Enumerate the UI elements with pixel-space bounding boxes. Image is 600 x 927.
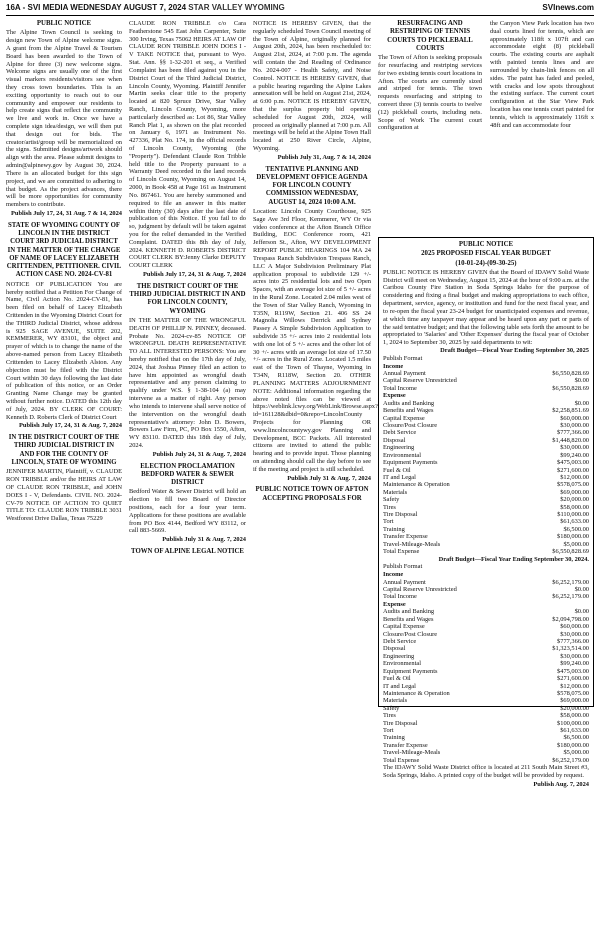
budget-row [383,601,589,608]
budget-row [383,668,589,675]
budget-line-amount: $578,075.00 [557,481,589,489]
budget-line-label: Total Expense [383,548,420,556]
notice-block [129,20,246,279]
budget-line-label: Tort [383,727,394,735]
budget-line-label: Total Expense [383,756,420,764]
notice-block [129,283,246,459]
notice-block [253,20,371,162]
budget-line-label: Training [383,525,405,533]
column-4 [378,20,594,923]
budget-line-amount: $61,633.00 [560,727,589,735]
budget-line-amount: $1,448,820.00 [552,436,589,444]
budget-line-amount: $6,500.00 [563,525,589,533]
budget-line-amount: $6,252,179.00 [552,578,589,586]
budget-line-amount: $110,000.00 [557,511,589,519]
budget-row [383,586,589,593]
budget-line-label: Disposal [383,645,406,653]
budget-row [383,705,589,712]
notice-text: Bedford Water & Sewer District will hold an election to fill two Board of Director positions, each for a four year term. Applications for these positions are available from PO Box 4144, Bedford WY 83112, or call 883-5669. [129,488,246,535]
publish-dates: Publish July 17, 24, 31 & Aug. 7, 2024 [143,271,246,278]
notice-title: STATE OF WYOMING COUNTY OF LINCOLN IN THE DISTRICT COURT 3RD JUDICIAL DISTRICT IN THE MATTER OF THE CHANGE OF NAME OF LACEY ELIZABETH CRITTENDEN, PETITIONER. CIVIL ACTION CASE NO. 2024-CV-81 [6,221,122,279]
budget-line-label: Closure/Post Closure [383,421,438,429]
budget-row [383,407,589,414]
budget-table-2025 [383,363,589,556]
tennis-notice-right [490,20,594,232]
budget-row [383,727,589,734]
budget-row [383,757,589,764]
budget-row [383,616,589,623]
budget-line-amount: $475,003.00 [557,667,589,675]
budget-line-label: Income [383,571,404,579]
budget-row [383,683,589,690]
budget-line-label: Audits and Banking [383,608,435,616]
budget-row [383,712,589,719]
budget-line-amount: $6,500.00 [563,734,589,742]
budget-row [383,579,589,586]
budget-line-label: Annual Payment [383,578,426,586]
budget-row [383,467,589,474]
budget-row [383,504,589,511]
budget-line-label: IT and Legal [383,682,416,690]
budget-line-label: Engineering [383,444,415,452]
budget-line-amount: $61,633.00 [560,518,589,526]
budget-line-label: Tire Disposal [383,719,418,727]
budget-line-label: Debt Service [383,429,417,437]
publish-dates: Publish July 31, Aug. 7 & 14, 2024 [277,153,371,161]
budget-notice-box [378,237,594,788]
budget-line-amount: $0.00 [574,399,589,407]
budget-line-label: Benefits and Wages [383,615,434,623]
publish-dates: Publish July 31 & Aug. 7, 2024 [287,474,371,482]
budget-title: PUBLIC NOTICE [458,241,514,248]
budget-period: (10-01-24)-(09-30-25) [455,259,517,267]
notice-title: RESURFACING AND RESTRIPING OF TENNIS COURTS TO PICKLEBALL COURTS [387,20,473,52]
budget-row [383,675,589,682]
budget-intro: PUBLIC NOTICE IS HEREBY GIVEN that the Board of IDAWY Solid Waste District will meet on Wednesday, August 15, 2024 at the hour of 9:00 a.m. at the Caribou County Fire Station in Soda Springs Idaho for the purpose of considering and fixing a final budget and making appropriations to each office, department, service, agency, or institution and fund for the next fiscal year, and to re-open the fiscal year 23-24 budget for unanticipated expenses and revenue, at which time any taxpayer may appear and be heard upon any part or parts of the said tentative budget; and that the following table sets forth the amount to be appropriated to 'Salaries' and 'Other Expenses' during the fiscal year of October 1, 2024 to September 30, 2025 by said departments to wit: [383,268,589,347]
budget-line-label: Benefits and Wages [383,407,434,415]
budget-row [383,459,589,466]
budget-line-amount: $58,000.00 [560,503,589,511]
notice-text: NOTICE OF PUBLICATION You are hereby notified that a Petition For Change of Name, Civil Action No. 2024-CV-81, has been filed on behalf of Lacey Elizabeth Crittenden in the Wyoming District Court for the THIRD Judicial District, whose address is 925 SAGE AVENUE, SUITE 202, KEMMERER, WY 83101, the object and prayer of which is to change the name of the above-named person from Lacey Elizabeth Crittenden to Lacey Elizabeth Alston. Any objection must be filed with the District Court within 30 days following the last date of publication of this notice, or an Order Granting Name Change may be granted without further notice. DATED this 12th day of July, 2024. BY CLERK OF COURT: Kenneth D. Roberts Clerk of District Court [6,280,122,421]
budget-row [383,422,589,429]
notice-text: JENNIFER MARTIN, Plaintiff, v. CLAUDE RON TRIBBLE and/or the HEIRS AT LAW OF CLAUDE RON TRIBBLE, and JOHN DOES I - V, Defendants. CIVIL NO. 2024-CV-79 NOTICE OF ACTION TO QUIET TITLE TO: CLAUDE RON TRIBBLE 3031 Westforest Drive Dallas, Texas 75229 [6,468,122,523]
column-1 [6,20,122,923]
budget-line-amount: $5,000.00 [563,540,589,548]
budget-row [383,660,589,667]
budget-line-label: Closure/Post Closure [383,630,438,638]
budget-line-amount: $5,000.00 [563,749,589,757]
budget-line-label: Tort [383,518,394,526]
budget-line-amount: $2,258,851.69 [552,407,589,415]
budget-line-label: Transfer Expense [383,741,428,749]
budget-row [383,363,589,370]
budget-row [383,734,589,741]
budget-line-label: Disposal [383,436,406,444]
budget-line-label: Maintenance & Operation [383,689,450,697]
budget-line-amount: $6,550,828.69 [552,384,589,392]
notice-text: CLAUDE RON TRIBBLE c/o Cara Featherstone 545 East John Carpenter, Suite 300 Irving, Texas 75062 HEIRS AT LAW OF CLAUDE RON TRIBBLE JOHN DOES I - V TAKE NOTICE that, pursuant to Wyo. Stat. Ann. §§ 1-32-201 et seq., a Verified Complaint has been filed against you in the District Court of the Third Judicial District, Lincoln County, Wyoming. Plaintiff Jennifer Martin seeks clear title to the property located at 820 Spruce Drive, Star Valley Ranch, Lincoln County, Wyoming, more particularly described as: Lot 86, Star Valley Ranch Plat 1, as shown on the plat recorded on January 6, 1971 as Instrument No. 427336, Plat No. 174, in the official records of Lincoln County, Wyoming (the "Property"). Defendant Claude Ron Tribble held title to the Property pursuant to a Warranty Deed recorded in the land records of Lincoln County, Wyoming on August 14, 2000, in Book 458 at Page 161 as Instrument No. 867461. You are hereby summoned and required to file an answer in this matter within thirty (30) days after the last date of publication of this Notice. If you fail to do so, judgment by default will be taken against you for the relief demanded in the Verified Complaint. DATED this 8th day of July, 2024. KENNETH D. ROBERTS DISTRICT COURT CLERK BY:Jenny Clarke DEPUTY COURT CLERK [129,20,246,270]
budget-line-label: Audits and Banking [383,399,435,407]
budget-row [383,429,589,436]
budget-row [383,749,589,756]
budget-line-label: Environmental [383,451,421,459]
budget-line-amount: $99,240.00 [560,451,589,459]
budget-line-amount: $578,075.00 [557,689,589,697]
budget-line-label: Tire Disposal [383,511,418,519]
budget-row [383,593,589,600]
publish-dates: Publish July 17, 24, 31 & Aug. 7, 2024 [19,422,122,430]
header-site-link[interactable]: SVInews.com [542,3,594,12]
budget-row [383,437,589,444]
budget-line-amount: $6,550,828.69 [552,548,589,556]
publish-dates: Publish July 17, 24, 31 Aug. 7 & 14, 2024 [11,209,122,217]
header-section: STAR VALLEY WYOMING [186,3,285,12]
notice-text: NOTICE IS HEREBY GIVEN, that the regularly scheduled Town Council meeting of the Town of Alpine, originally planned for August 20th, 2024, has been rescheduled to: August 21st, 2024, at 7:00 p.m. The agenda will contain the 2nd Reading of Ordinance No. 2024-007 - Health Safety, and Noise Control. NOTICE IS HEREBY GIVEN, that a public hearing regarding the Alpine Lakes annexation will be held on August 21st, 2024, at 6:00 p.m. NOTICE IS HEREBY GIVEN, that the surplus property bid opening scheduled for August 20th, 2024, will proceed as originally planned at 7:00 p.m. All meetings will be held at the Alpine Town Hall located at 250 River Circle, Alpine, Wyoming. [253,20,371,152]
budget-line-label: Income [383,362,404,370]
notice-text: The Alpine Town Council is seeking to design new Town of Alpine welcome signs. A grant from the Alpine Travel & Tourism Board has been awarded to the Town of Alpine for three (3) new welcome signs. Welcome signs are usually one of the first visual markers residents/visitors see when they cross town boundaries. This is an exciting opportunity to reach out to our community and empower our residents to help create signs that reflect the community we live and work in. Once we have a complete sign idea/design, we will then put that design out for bids. The creator/artist/group will be memorialized on the signs. Submitted designs/artwork should align with the area. Please submit designs to admin@alpinewy.gov by August 30, 2024. There is an allocated budget for this sign project, and we are committed to adhering to that budget. As the project advances, there will be more opportunities for community members to contribute. [6,29,122,209]
publish-dates: Publish July 31 & Aug. 7, 2024 [162,536,246,544]
budget-line-label: Tires [383,503,396,511]
budget-line-label: Materials [383,488,408,496]
budget-line-label: Maintenance & Operation [383,481,450,489]
budget-format-label: Publish Format [383,563,423,571]
budget-line-label: Fuel & Oil [383,675,411,683]
budget-line-amount: $271,600.00 [557,466,589,474]
notice-text: Location: Lincoln County Courthouse, 925 Sage Ave 3rd Floor, Kemmerer, WY Or via video conference at the Afton Branch Office Building, EOC Conference room, 421 Jefferson St., Afton, WY DEVELOPMENT REPORT PUBLIC HEARINGS 104 MA 24 Trespass Ranch Subdivision Trespass Ranch, LLC A Major Subdivision Preliminary Plat application proposal to subdivide 129 +/- acres into 25 residential lots and two Open Spaces, with an average lot size of 5 +/- acres in the Rural Zone. Located 2.04 miles west of the Town of Star Valley Ranch, Wyoming in T35N, R119W, Section 21. 406 SS 24 Magnolia Willows Derrick and Sydney Passey A Simple Subdivision Application to subdivide 35 +/- acres into 2 residential lots with one lot of 5 +/- acres and the other lot of 30 +/- acres with an average lot size of 17.50 +/- acres in the Rural Zone. Located 1.5 miles east of the Town of Thayne, Wyoming in T34N, R118W, Section 20. OTHER PLANNING MATTERS ADJOURNMENT NOTE: Additional information regarding the above noted files can be viewed at https://weblink.lcwy.org/WebLink/Browse.aspx?id=161128&dbid=0&repo=LincolnCounty Projects for Planning OR www.lincolncountywy.gov Planning and Development, BCC Packets. All interested citizens are invited to attend the public hearing and to provide input. Those planning on attending should call the day before to see if the meeting and project is still scheduled. [253,208,378,473]
budget-line-label: Equipment Payments [383,459,438,467]
budget-line-amount: $0.00 [574,608,589,616]
budget-section-heading: Draft Budget—Fiscal Year Ending September 30, 2025 [440,346,589,354]
budget-row [383,481,589,488]
budget-row [383,653,589,660]
budget-closing-note: The IDAWY Solid Waste District office is located at 211 South Main Street #3, Soda Springs, Idaho. A printed copy of the budget will be provided by request. [383,764,589,779]
notice-title: TENTATIVE PLANNING AND DEVELOPMENT OFFICE AGENDA FOR LINCOLN COUNTY COMMISSION WEDNESDAY, AUGUST 14, 2024 10:00 A.M. [256,165,368,206]
budget-format-label: Publish Format [383,354,423,362]
budget-subtitle: 2025 PROPOSED FISCAL YEAR BUDGET [421,250,551,258]
budget-line-label: Capital Reserve Unrestricted [383,377,457,385]
notice-title: THE DISTRICT COURT OF THE THIRD JUDICIAL DISTRICT IN AND FOR LINCOLN COUNTY, WYOMING [129,282,246,315]
budget-row [383,452,589,459]
budget-row [383,631,589,638]
budget-line-label: Travel-Mileage-Meals [383,749,441,757]
budget-row [383,377,589,384]
notice-text: The Town of Afton is seeking proposals for resurfacing and restriping services for two existing tennis court locations in Afton. The courts are currently sized and striped for tennis. The town requests resurfacing and striping to convert three (3) tennis courts to twelve (12) pickleball courts, including nets. Scope of Work The current court configuration at [378,54,482,132]
budget-row [383,496,589,503]
budget-line-amount: $30,000.00 [560,652,589,660]
budget-line-amount: $69,000.00 [560,697,589,705]
budget-line-label: IT and Legal [383,473,416,481]
budget-row [383,645,589,652]
budget-row [383,392,589,399]
budget-row [383,548,589,555]
budget-row [383,742,589,749]
budget-line-label: Annual Payment [383,370,426,378]
header-date: 16A - SVI MEDIA WEDNESDAY AUGUST 7, 2024 [6,3,187,12]
budget-line-amount: $69,000.00 [560,488,589,496]
budget-line-amount: $30,000.00 [560,630,589,638]
notice-title: PUBLIC NOTICE [36,20,92,27]
budget-line-amount: $20,000.00 [560,496,589,504]
budget-row [383,697,589,704]
budget-line-label: Training [383,734,405,742]
notice-block [6,20,122,218]
budget-line-amount: $2,094,798.00 [552,615,589,623]
header-left [6,3,285,13]
budget-line-amount: $6,550,828.69 [552,370,589,378]
budget-line-label: Total Income [383,384,417,392]
budget-row [383,541,589,548]
budget-row [383,608,589,615]
budget-line-label: Materials [383,697,408,705]
budget-line-label: Travel-Mileage-Meals [383,540,441,548]
budget-line-label: Capital Expense [383,414,425,422]
budget-line-amount: $475,003.00 [557,459,589,467]
budget-line-amount: $180,000.00 [557,533,589,541]
budget-line-amount: $100,000.00 [557,719,589,727]
notice-title: IN THE DISTRICT COURT OF THE THIRD JUDICIAL DISTRICT IN AND FOR THE COUNTY OF LINCOLN, STATE OF WYOMING [8,434,120,467]
budget-line-amount: $6,252,179.00 [552,593,589,601]
budget-line-amount: $777,366.00 [557,637,589,645]
budget-row [383,720,589,727]
budget-row [383,533,589,540]
budget-row [383,489,589,496]
budget-line-amount: $60,000.00 [560,414,589,422]
budget-row [383,690,589,697]
budget-line-amount: $777,366.00 [557,429,589,437]
notice-title: TOWN OF ALPINE LEGAL NOTICE [131,548,244,556]
tennis-notice-left [378,20,482,232]
budget-line-label: Safety [383,704,400,712]
budget-row [383,400,589,407]
budget-line-label: Environmental [383,660,421,668]
budget-row [383,518,589,525]
notice-text: IN THE MATTER OF THE WRONGFUL DEATH OF PHILLIP N. PINNEY, deceased. Probate No. 2024-cv-85 NOTICE OF WRONGFUL DEATH REPRESENTATIVE TO ALL INTERESTED PERSONS: You are hereby notified that on the 17th day of July, 2024, that Joshua Pinney filed an action to have him appointed as wrongful death representative and any person claiming to qualify under W.S. § 1-38-104 (a) may intervene as a matter of right. Any person who intends to intervene shall serve notice of the intervention on the wrongful death representative's attorney: John D. Bowers, Bowers Law Firm, PC, PO Box 1550, Afton, WY 83110. DATED this 18th day of July, 2024. [129,316,246,449]
column-2 [129,20,246,923]
budget-line-amount: $0.00 [574,586,589,594]
budget-line-label: Debt Service [383,637,417,645]
budget-line-label: Tires [383,712,396,720]
publish-dates: Publish July 24, 31 & Aug. 7, 2024 [152,450,246,458]
notice-title: PUBLIC NOTICE TOWN OF AFTON ACCEPTING PROPOSALS FOR [255,486,369,502]
budget-row [383,370,589,377]
budget-line-amount: $99,240.00 [560,660,589,668]
notice-block [253,165,378,483]
budget-row [383,415,589,422]
budget-line-label: Capital Reserve Unrestricted [383,586,457,594]
budget-line-amount: $180,000.00 [557,741,589,749]
notice-block [129,463,246,545]
notice-text: the Canyon View Park location has two dual courts lined for tennis, which are approximately 118ft x 107ft and can accommodate eight (8) pickleball courts. The existing courts are asphalt with painted tennis lines and are surrounded by chain-link fences on all sides. The paint has faded and peeled, with cracks and low spots throughout the existing surface. The current court configuration at the Star View Park location has one tennis court painted for tennis, which is approximately 116ft x 48ft and can accommodate four [490,20,594,129]
budget-line-label: Safety [383,496,400,504]
header-divider [6,15,594,16]
budget-line-amount: $6,252,179.00 [552,756,589,764]
notice-title: ELECTION PROCLAMATION BEDFORD WATER & SEWER DISTRICT [140,462,235,487]
budget-line-label: Capital Expense [383,623,425,631]
budget-row [383,385,589,392]
budget-line-amount: $58,000.00 [560,712,589,720]
budget-row [383,638,589,645]
budget-row [383,526,589,533]
budget-line-amount: $30,000.00 [560,444,589,452]
budget-table-2024 [383,571,589,764]
budget-row [383,474,589,481]
tennis-court-notice [378,20,594,232]
budget-line-label: Expense [383,600,406,608]
budget-line-amount: $0.00 [574,377,589,385]
notice-block [6,222,122,430]
budget-line-label: Total Income [383,593,417,601]
budget-line-amount: $271,600.00 [557,675,589,683]
budget-line-amount: $12,000.00 [560,682,589,690]
budget-line-amount: $60,000.00 [560,623,589,631]
budget-row [383,571,589,578]
budget-section-heading: Draft Budget—Fiscal Year Ending September 30, 2024. [438,555,589,563]
page-header [6,3,594,15]
budget-line-amount: $12,000.00 [560,473,589,481]
budget-line-label: Expense [383,392,406,400]
budget-line-amount: $30,000.00 [560,421,589,429]
budget-row [383,623,589,630]
column-3 [253,20,378,923]
publish-dates: Publish Aug. 7, 2024 [533,780,589,788]
budget-row [383,511,589,518]
notice-block [6,434,122,523]
budget-line-label: Engineering [383,652,415,660]
budget-line-label: Equipment Payments [383,667,438,675]
budget-line-amount: $20,000.00 [560,704,589,712]
notice-block [253,486,371,503]
budget-line-amount: $1,323,514.00 [552,645,589,653]
budget-line-label: Transfer Expense [383,533,428,541]
budget-row [383,444,589,451]
notice-block [129,548,246,556]
budget-line-label: Fuel & Oil [383,466,411,474]
